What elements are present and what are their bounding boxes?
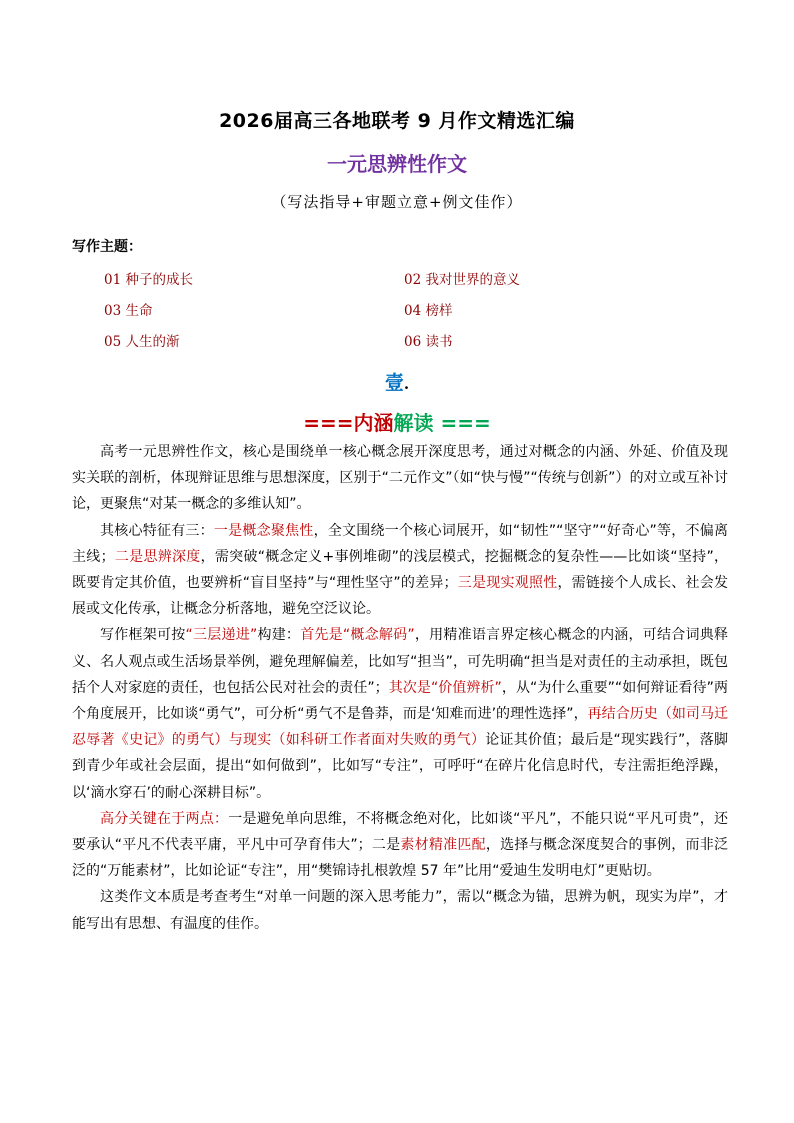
paragraph-conclusion: 这类作文本质是考查考生“对单一问题的深入思考能力”，需以“概念为锚，思辨为帆，现实为岸”，才能写出有思想、有温度的佳作。 xyxy=(72,889,728,932)
text-run: 论证其价值；最后是“现实践行”，落脚到青少年或社会层面，提出“如何做到”，比如写“专注”，可呼吁“在碎片化信息时代，专注需拒绝浮躁，以‘滴水穿石’的耐心深耕目标”。 xyxy=(72,732,728,801)
text-run: 其核心特征有三： xyxy=(100,522,214,539)
highlight-run: 素材精准匹配 xyxy=(400,837,486,854)
banner-heading-part2: 解读 xyxy=(393,411,434,435)
paragraph-intro: 高考一元思辨性作文，核心是围绕单一核心概念展开深度思考，通过对概念的内涵、外延、价值及现实关联的剖析，体现辩证思维与思想深度，区别于“二元作文”（如“快与慢”“传统与创新”）的对立或互补讨论，更聚焦“对某一概念的多维认知”。 xyxy=(72,444,728,513)
text-run: 写作框架可按 xyxy=(100,627,186,644)
highlight-run: 三是现实观照性 xyxy=(457,575,558,592)
section-number-text: 壹 xyxy=(384,372,404,394)
highlight-run: “三层递进” xyxy=(185,627,258,644)
text-run: ，需链接个人成长、社会发展或文化传承，让概念分析落地，避免空泛议论。 xyxy=(72,575,729,618)
highlight-run: 二是思辨深度 xyxy=(114,548,201,565)
section-number xyxy=(0,368,794,395)
paragraph-framework xyxy=(72,622,728,805)
text-run: ，用精准语言界定核心概念的内涵，可结合词典释义、名人观点或生活场景举例，避免理解偏差，比如写“担当”，可先明确“担当是对责任的主动承担，既包括个人对家庭的责任，也包括公民对社会的责任”； xyxy=(72,627,729,696)
paragraph-features xyxy=(72,518,728,623)
text-run: ，全文围绕一个核心词展开，如“韧性”“坚守”“好奇心”等，不偏离主线； xyxy=(72,522,728,565)
highlight-run: 其次是“价值辨析” xyxy=(388,679,502,696)
text-run: ，选择与概念深度契合的事例，而非泛泛的“万能素材”，比如论证“专注”，用“樊锦诗扎根敦煌 57 年”比用“爱迪生发明电灯”更贴切。 xyxy=(72,837,728,880)
topic-item: 03 生命 xyxy=(104,303,153,319)
document-tagline: （写法指导+审题立意+例文佳作） xyxy=(271,193,523,211)
text-run: ，需突破“概念定义+事例堆砌”的浅层模式，挖掘概念的复杂性——比如谈“坚持”，既要肯定其价值，也要辨析“盲目坚持”与“理性坚守”的差异； xyxy=(72,548,729,592)
highlight-run: 一是概念聚焦性 xyxy=(213,522,314,539)
text-run: 构建： xyxy=(257,627,301,644)
banner-right-rule: === xyxy=(440,411,491,435)
topic-item: 05 人生的渐 xyxy=(104,334,180,350)
body-text xyxy=(72,439,728,937)
document-subtitle: 一元思辨性作文 xyxy=(327,152,467,176)
section-banner xyxy=(0,407,794,436)
text-run: ，从“为什么重要”“如何辩证看待”两个角度展开，比如谈“勇气”，可分析“勇气不是鲁莽，而是‘知难而进’的理性选择”， xyxy=(72,679,728,723)
topic-item: 02 我对世界的意义 xyxy=(404,272,520,288)
highlight-run: 再结合历史（如司马迁忍辱著《史记》的勇气）与现实（如科研工作者面对失败的勇气） xyxy=(72,706,728,749)
highlight-run: 首先是“概念解码” xyxy=(300,627,415,644)
topics-label: 写作主题： xyxy=(72,239,142,255)
paragraph-keys xyxy=(72,806,728,885)
banner-heading-part1: 内涵 xyxy=(353,411,394,435)
section-number-dot: . xyxy=(403,375,410,393)
topic-item: 01 种子的成长 xyxy=(104,272,193,288)
topic-item: 06 读书 xyxy=(404,334,453,350)
topic-item: 04 榜样 xyxy=(404,303,453,319)
document-title: 2026届高三各地联考 9 月作文精选汇编 xyxy=(219,110,575,132)
text-run: 一是避免单向思维，不将概念绝对化，比如谈“平凡”，不能只说“平凡可贵”，还要承认“平凡不代表平庸，平凡中可孕育伟大”；二是 xyxy=(72,810,729,854)
banner-left-rule: === xyxy=(303,411,354,435)
highlight-run: 高分关键在于两点： xyxy=(100,810,229,827)
